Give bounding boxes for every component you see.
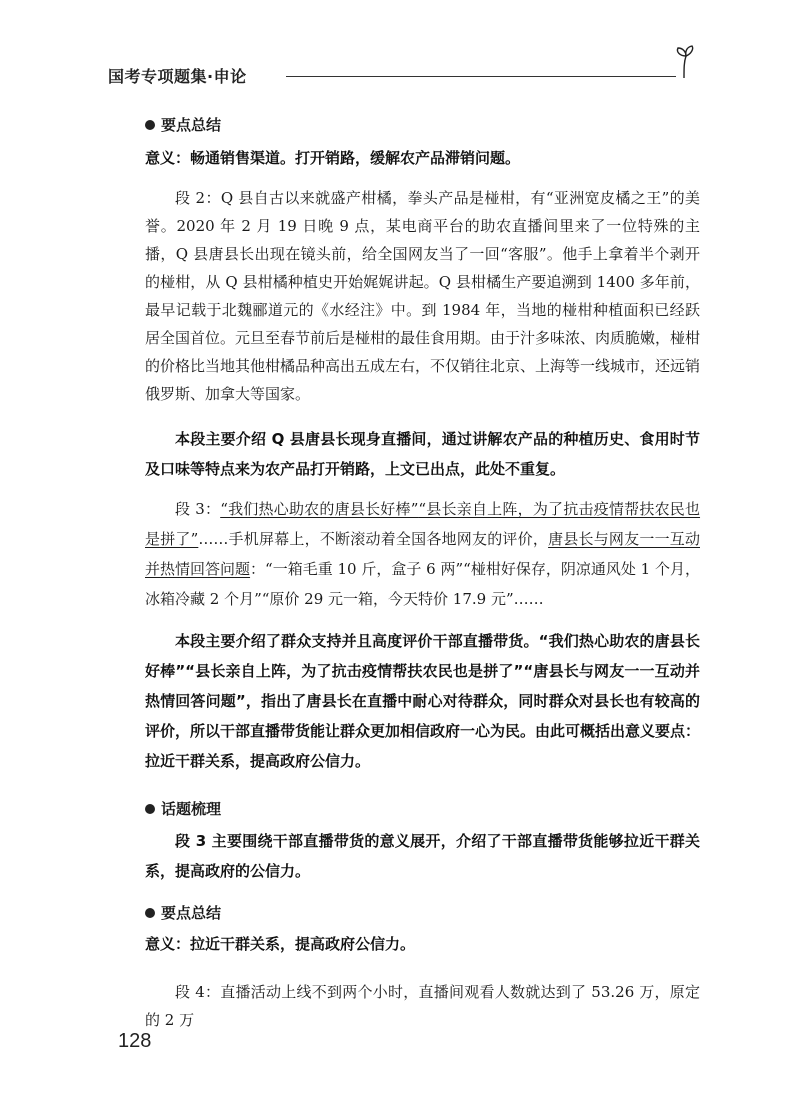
header-title: 国考专项题集·申论 xyxy=(108,67,247,86)
paragraph-2: 段 2：Q 县自古以来就盛产柑橘，拳头产品是椪柑，有“亚洲宽皮橘之王”的美誉。2020 年 2 月 19 日晚 9 点，某电商平台的助农直播间里来了一位特殊的主播，Q 县唐县长出现在镜头前，给全国网友当了一回“客服”。他手上拿着半个剥开的椪柑，从 Q 县柑橘种植史开始娓娓讲起。Q 县柑橘生产要追溯到 1400 多年前，最早记载于北魏郦道元的《水经注》中。到 1984 年，当地的椪柑种植面积已经跃居全国首位。元旦至春节前后是椪柑的最佳食用期。由于汁多味浓、肉质脆嫩，椪柑的价格比当地其他柑橘品种高出五成左右，不仅销往北京、上海等一线城市，还远销俄罗斯、加拿大等国家。 xyxy=(145,189,701,403)
analysis-paragraph-2: 本段主要介绍 Q 县唐县长现身直播间，通过讲解农产品的种植历史、食用时节及口味等特点来为农产品打开销路，上文已出点，此处不重复。 xyxy=(145,430,700,478)
underlined-quote: “县长亲自上阵，为了抗击疫情帮扶农民也是拼了” xyxy=(145,500,701,548)
underlined-quote: “我们热心助农的唐县长好棒” xyxy=(220,500,419,518)
running-header xyxy=(108,62,718,92)
paragraph-4: 段 4：直播活动上线不到两个小时，直播间观看人数就达到了 53.26 万，原定的 2 万 xyxy=(145,983,700,1029)
bullet-icon xyxy=(145,120,155,130)
topic-heading: 话题梳理 xyxy=(145,798,221,819)
underlined-quote: 唐县长与网友一一互动并热情回答问题 xyxy=(145,530,700,578)
summary-heading: 要点总结 xyxy=(145,902,221,923)
sprout-icon xyxy=(674,44,710,80)
summary-heading: 要点总结 xyxy=(145,114,221,135)
bullet-icon xyxy=(145,908,155,918)
header-rule xyxy=(286,76,676,77)
summary-text: 意义：拉近干群关系，提高政府公信力。 xyxy=(145,935,416,953)
summary-text: 意义：畅通销售渠道。打开销路，缓解农产品滞销问题。 xyxy=(145,149,521,167)
paragraph-3: 段 3：“我们热心助农的唐县长好棒”“县长亲自上阵，为了抗击疫情帮扶农民也是拼了”……手机屏幕上，不断滚动着全国各地网友的评价，唐县长与网友一一互动并热情回答问题：“一箱毛重 10 斤，盒子 6 两”“椪柑好保存，阴凉通风处 1 个月，冰箱冷藏 2 个月”“原价 29 元一箱，今天特价 17.9 元”…… xyxy=(145,500,701,608)
analysis-paragraph-3: 本段主要介绍了群众支持并且高度评价干部直播带货。“我们热心助农的唐县长好棒”“县长亲自上阵，为了抗击疫情帮扶农民也是拼了”“唐县长与网友一一互动并热情回答问题”，指出了唐县长在直播中耐心对待群众，同时群众对县长也有较高的评价，所以干部直播带货能让群众更加相信政府一心为民。由此可概括出意义要点：拉近干群关系，提高政府公信力。 xyxy=(145,632,701,770)
page-number: 128 xyxy=(118,1030,152,1052)
bullet-icon xyxy=(145,804,155,814)
topic-text: 段 3 主要围绕干部直播带货的意义展开，介绍了干部直播带货能够拉近干群关系，提高政府的公信力。 xyxy=(145,832,700,880)
